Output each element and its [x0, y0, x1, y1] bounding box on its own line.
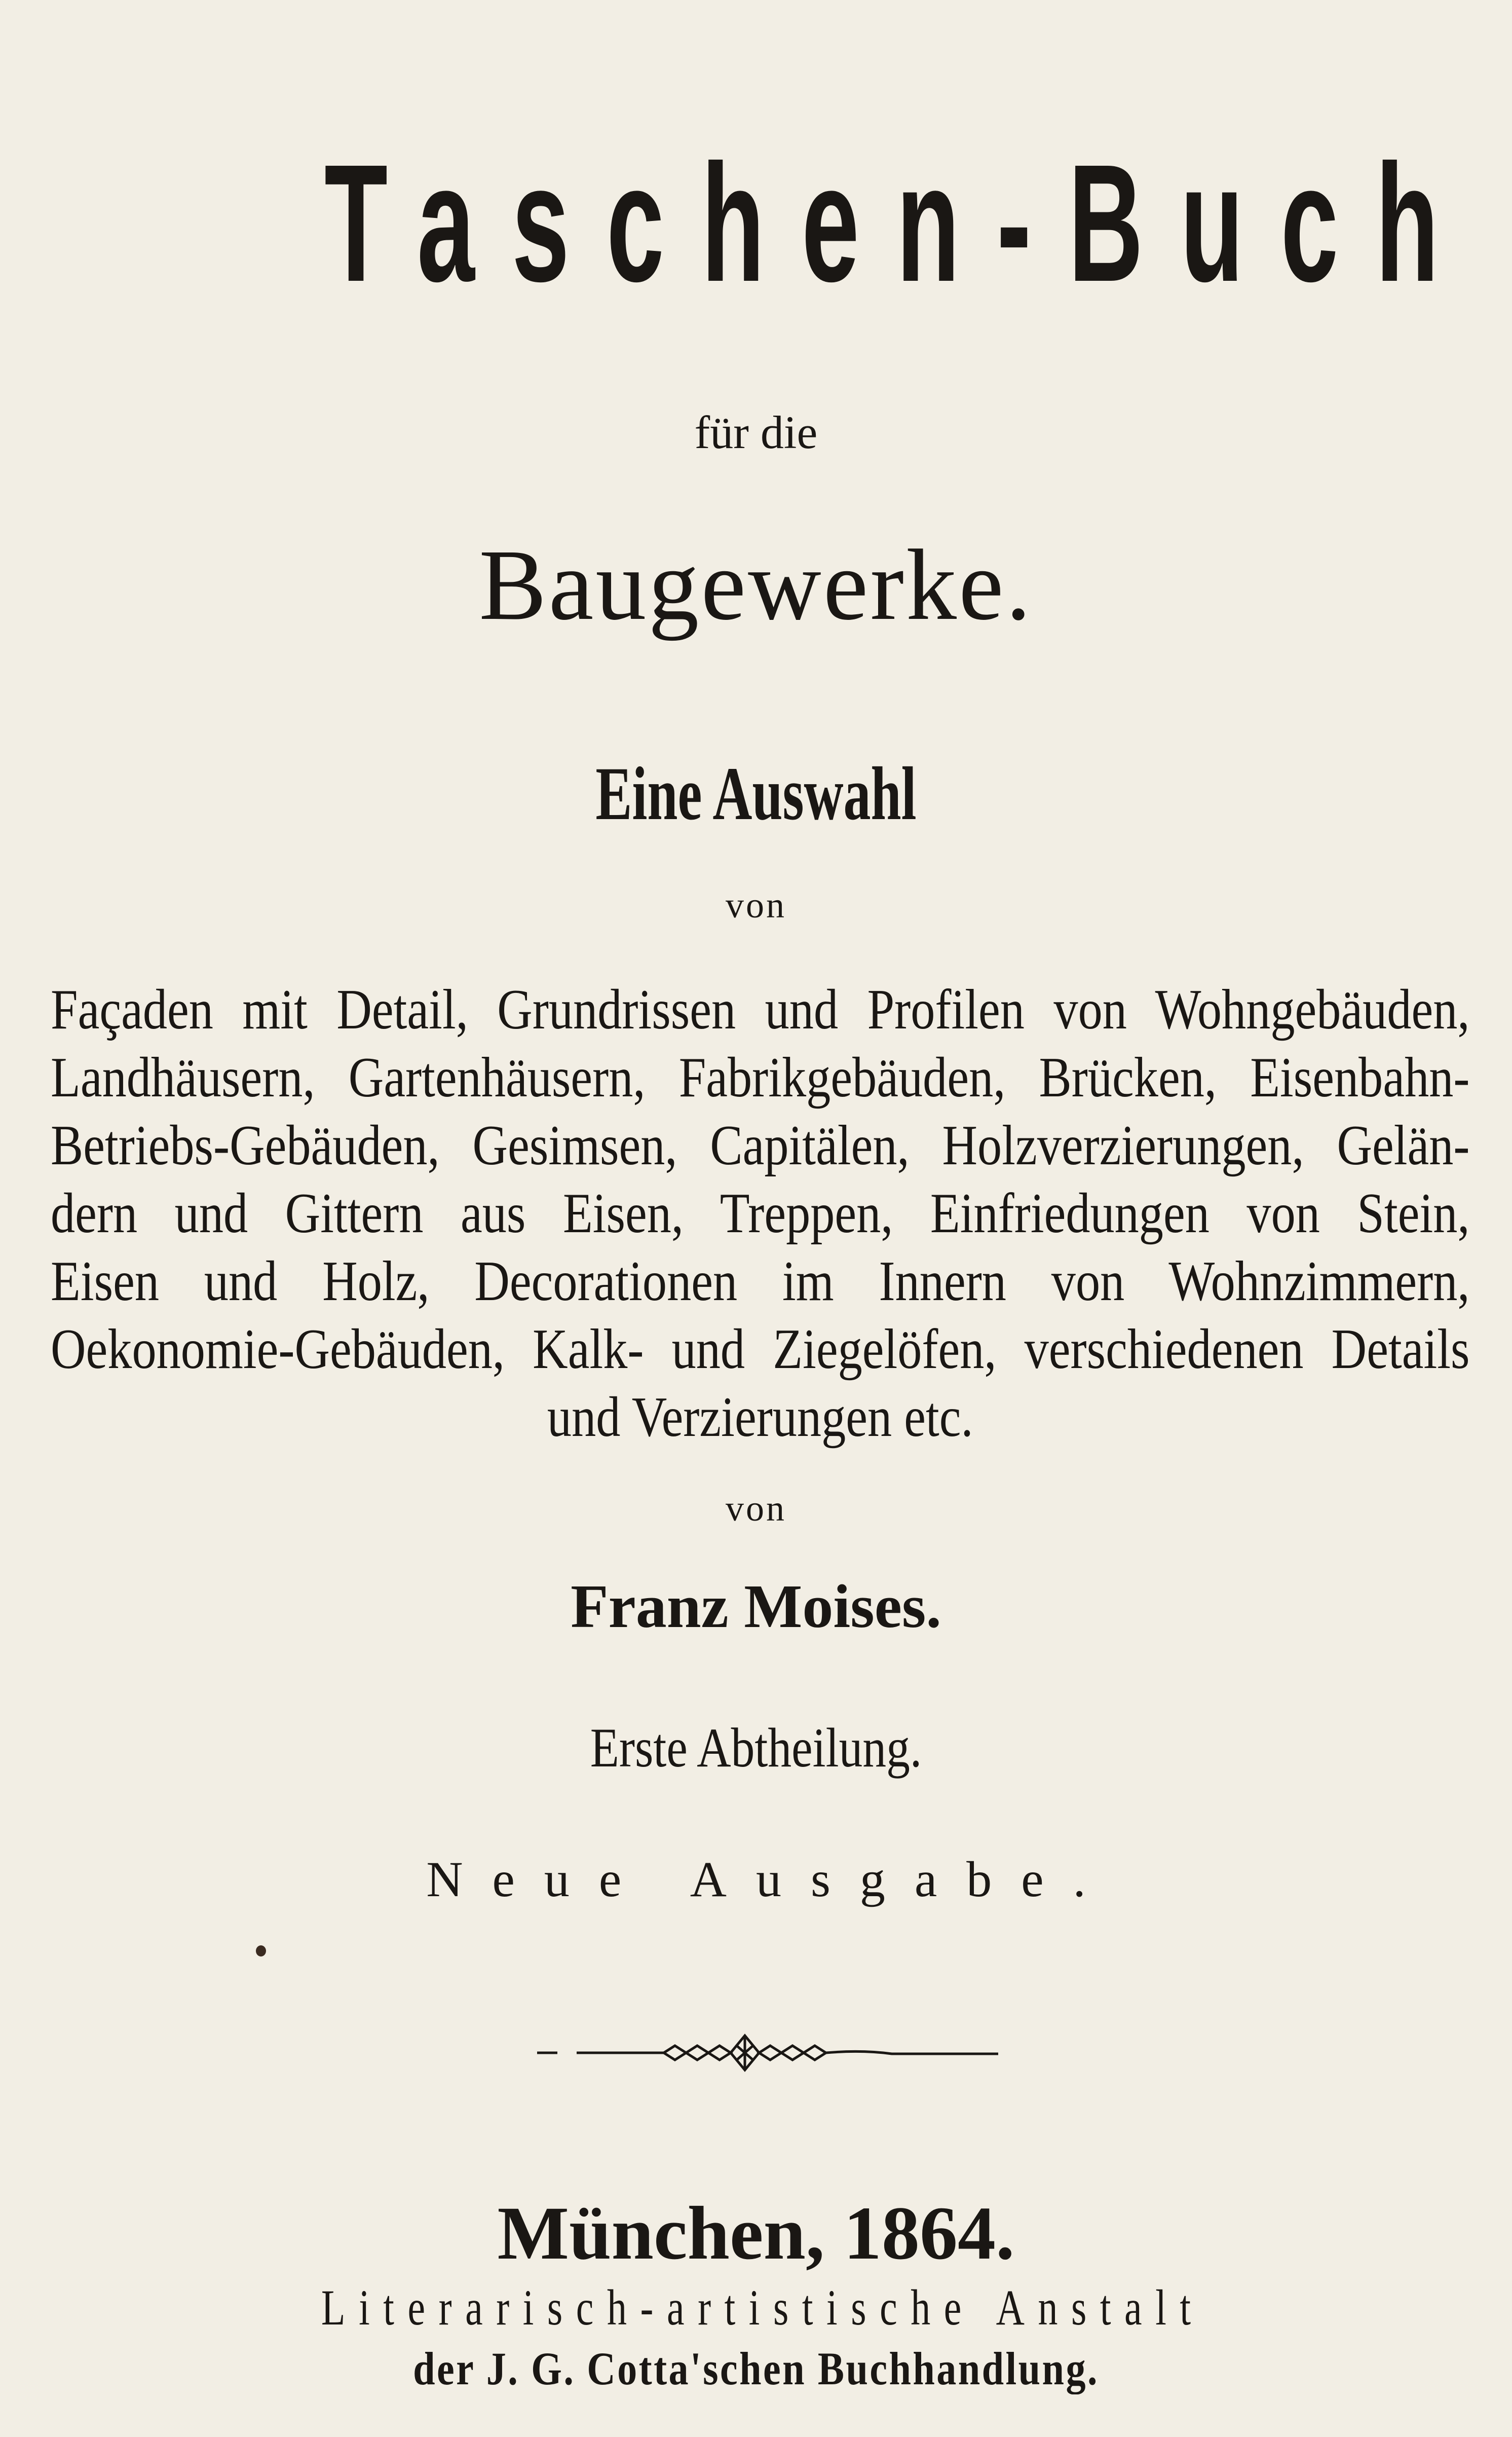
description-line: Betriebs-Gebäuden, Gesimsen, Capitälen, Holzverzierungen, Gelän- [51, 1114, 1470, 1177]
edition-label: Neue Ausgabe. [426, 1851, 1115, 1907]
author: Franz Moises. [571, 1572, 941, 1641]
description-line: Eisen und Holz, Decorationen im Innern von Wohnzimmern, [51, 1250, 1470, 1313]
publisher-line-1: Literarisch-artistische Anstalt [321, 2279, 1204, 2336]
ornament-divider-icon [537, 2033, 998, 2073]
book-title: Taschen-Buch [324, 129, 1476, 316]
ink-spot [256, 1945, 266, 1956]
description [51, 976, 1469, 1451]
publisher-line-2: der J. G. Cotta'schen Buchhandlung. [413, 2343, 1099, 2394]
place-year: München, 1864. [497, 2191, 1015, 2275]
subtitle-main: Baugewerke. [479, 529, 1033, 641]
subtitle-for: für die [694, 407, 818, 458]
von-label: von [726, 885, 786, 926]
description-line: Façaden mit Detail, Grundrissen und Profilen von Wohngebäuden, [51, 978, 1470, 1041]
description-line: dern und Gittern aus Eisen, Treppen, Einfriedungen von Stein, [51, 1182, 1470, 1245]
heading: Eine Auswahl [595, 752, 917, 836]
description-line: und Verzierungen etc. [547, 1386, 973, 1449]
description-line: Landhäusern, Gartenhäusern, Fabrikgebäuden, Brücken, Eisenbahn- [51, 1046, 1470, 1109]
part-label: Erste Abtheilung. [590, 1717, 922, 1779]
description-line: Oekonomie-Gebäuden, Kalk- und Ziegelöfen, verschiedenen Details [51, 1318, 1470, 1381]
von-label: von [726, 1488, 786, 1529]
